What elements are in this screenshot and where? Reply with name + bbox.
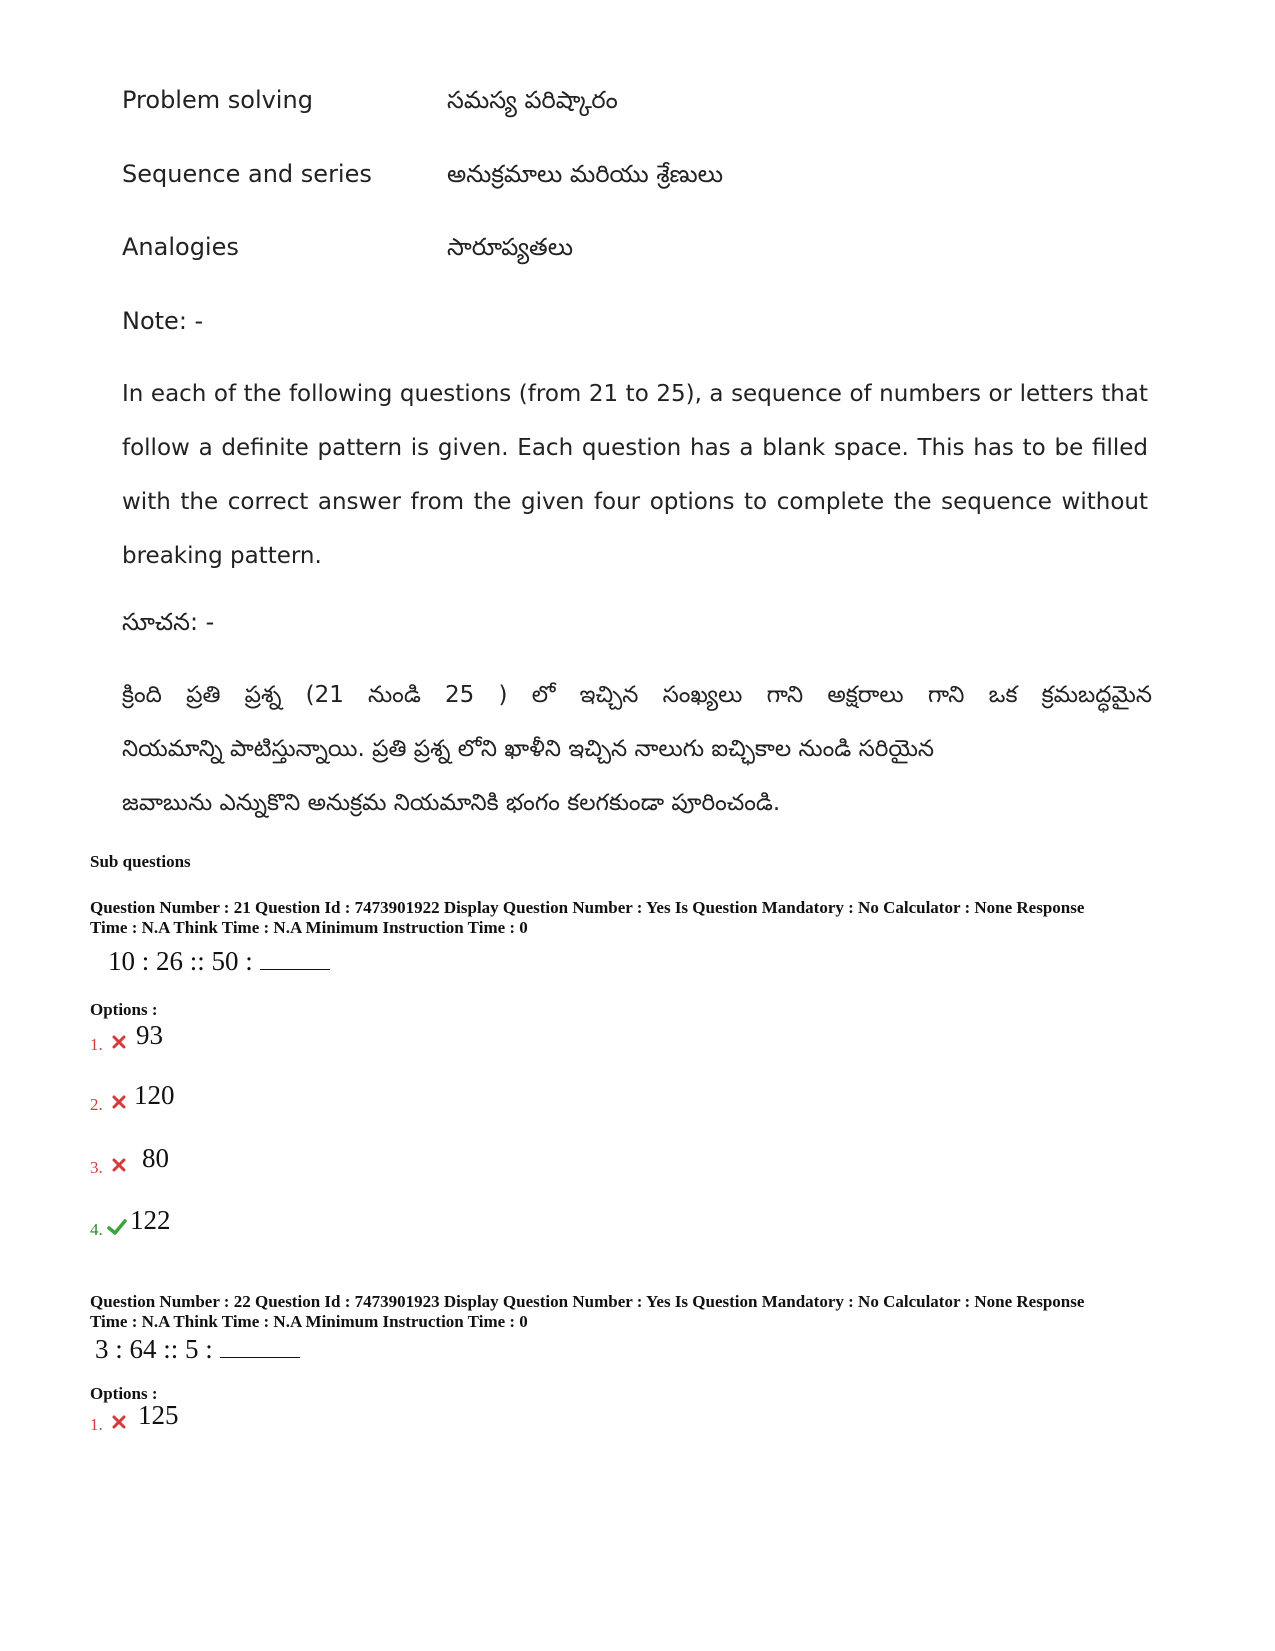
question-meta — [90, 898, 1170, 938]
question-meta-line: Question Number : 21 Question Id : 7473901922 Display Question Number : Yes Is Question Mandatory : No Calculator : None Response — [90, 898, 1085, 917]
option-value: 80 — [142, 1143, 169, 1173]
note-paragraph-english — [122, 367, 1148, 583]
option-item[interactable] — [90, 1015, 290, 1055]
question-expression: 10 : 26 :: 50 : — [108, 946, 253, 976]
wrong-icon — [110, 1413, 128, 1431]
note-line: with the correct answer from the given four options to complete the sequence without — [122, 489, 1148, 515]
note-line: జవాబును ఎన్నుకొని అనుక్రమ నియమానికి భంగం కలగకుండా పూరించండి. — [122, 790, 781, 816]
note-label-english: Note: - — [122, 307, 204, 335]
topic-english: Analogies — [122, 233, 239, 261]
answer-blank — [220, 1333, 300, 1358]
topic-english: Problem solving — [122, 86, 313, 114]
note-line: breaking pattern. — [122, 543, 322, 569]
topic-english: Sequence and series — [122, 160, 372, 188]
note-line: follow a definite pattern is given. Each question has a blank space. This has to be filled — [122, 435, 1148, 461]
option-number: 2. — [90, 1095, 103, 1114]
question-meta-line: Time : N.A Think Time : N.A Minimum Instruction Time : 0 — [90, 918, 528, 937]
question-meta-line: Question Number : 22 Question Id : 7473901923 Display Question Number : Yes Is Question Mandatory : No Calculator : None Response — [90, 1292, 1085, 1311]
question-text — [95, 1333, 300, 1365]
option-value: 122 — [130, 1205, 171, 1235]
note-line: నియమాన్ని పాటిస్తున్నాయి. ప్రతి ప్రశ్న లోని ఖాళీని ఇచ్చిన నాలుగు ఐచ్ఛికాల నుండి సరియైన — [122, 736, 935, 762]
check-icon — [106, 1216, 128, 1238]
option-item[interactable] — [90, 1138, 290, 1178]
options-label: Options : — [90, 1384, 158, 1403]
question-meta-line: Time : N.A Think Time : N.A Minimum Instruction Time : 0 — [90, 1312, 528, 1331]
options-label: Options : — [90, 1000, 158, 1019]
wrong-icon — [110, 1156, 128, 1174]
option-number: 3. — [90, 1158, 103, 1177]
note-paragraph-telugu — [122, 668, 1152, 830]
option-value: 93 — [136, 1020, 163, 1050]
sub-questions-label: Sub questions — [90, 852, 191, 871]
option-value: 125 — [138, 1400, 179, 1430]
question-text — [108, 945, 330, 977]
wrong-icon — [110, 1033, 128, 1051]
option-number: 1. — [90, 1035, 103, 1054]
option-number: 4. — [90, 1220, 103, 1239]
option-item[interactable] — [90, 1075, 290, 1115]
topic-telugu: సమస్య పరిష్కారం — [447, 86, 618, 114]
question-expression: 3 : 64 :: 5 : — [95, 1334, 213, 1364]
option-number: 1. — [90, 1415, 103, 1434]
option-value: 120 — [134, 1080, 175, 1110]
question-meta — [90, 1292, 1170, 1332]
topic-telugu: సారూప్యతలు — [447, 233, 574, 261]
option-item-correct[interactable] — [90, 1200, 290, 1240]
wrong-icon — [110, 1093, 128, 1111]
note-line: క్రింది ప్రతి ప్రశ్న (21 నుండి 25 ) లో ఇచ్చిన సంఖ్యలు గాని అక్షరాలు గాని ఒక క్రమబద్ధమైన — [122, 682, 1152, 708]
topic-telugu: అనుక్రమాలు మరియు శ్రేణులు — [447, 160, 723, 188]
option-item[interactable] — [90, 1395, 290, 1435]
note-label-telugu: సూచన: - — [122, 608, 215, 636]
note-line: In each of the following questions (from 21 to 25), a sequence of numbers or letters that — [122, 381, 1148, 407]
answer-blank — [260, 945, 330, 970]
